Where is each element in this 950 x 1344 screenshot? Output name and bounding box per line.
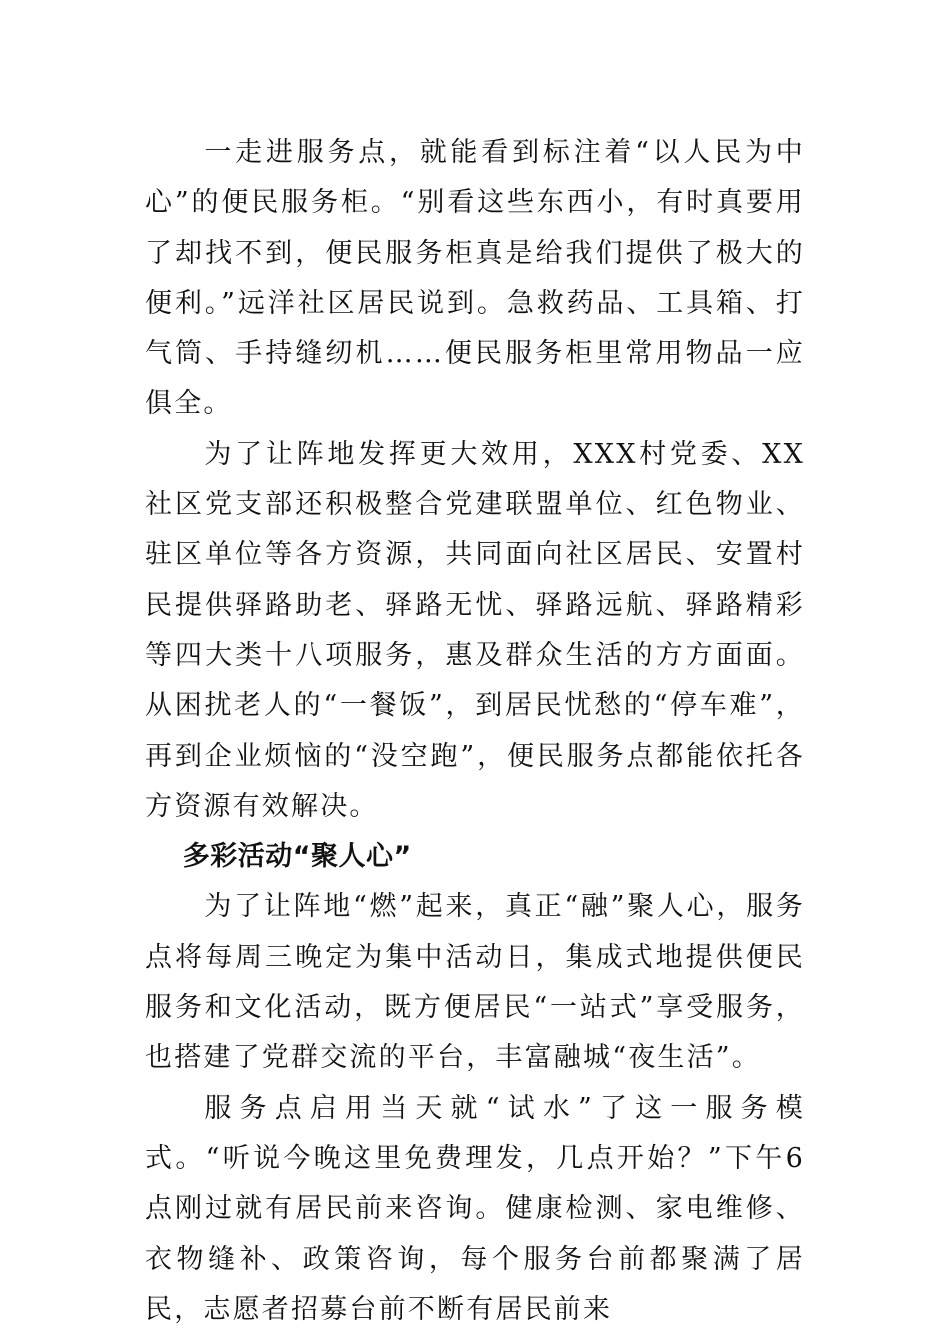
paragraph-resource-integration: 为了让阵地发挥更大效用，XXX村党委、XX社区党支部还积极整合党建联盟单位、红色物业、驻区单位等各方资源，共同面向社区居民、安置村民提供驿路助老、驿路无忧、驿路远航、驿路精彩等四大类十八项服务，惠及群众生活的方方面面。从困扰老人的“一餐饭”，到居民忧愁的“停车难”，再到企业烦恼的“没空跑”，便民服务点都能依托各方资源有效解决。 xyxy=(145,438,805,822)
paragraph-opening-day: 服务点启用当天就“试水”了这一服务模式。“听说今晚这里免费理发，几点开始？”下午6点刚过就有居民前来咨询。健康检测、家电维修、衣物缝补、政策咨询，每个服务台前都聚满了居民，志愿者招募台前不断有居民前来 xyxy=(145,1092,805,1325)
paragraph-activity-day: 为了让阵地“燃”起来，真正“融”聚人心，服务点将每周三晚定为集中活动日，集成式地提供便民服务和文化活动，既方便居民“一站式”享受服务，也搭建了党群交流的平台，丰富融城“夜生活”。 xyxy=(145,891,805,1074)
section-heading: 多彩活动“聚人心” xyxy=(182,841,412,873)
paragraph-service-cabinet: 一走进服务点，就能看到标注着“以人民为中心”的便民服务柜。“别看这些东西小，有时真要用了却找不到，便民服务柜真是给我们提供了极大的便利。”远洋社区居民说到。急救药品、工具箱、打气筒、手持缝纫机……便民服务柜里常用物品一应俱全。 xyxy=(145,137,805,420)
document-body xyxy=(145,128,805,1335)
